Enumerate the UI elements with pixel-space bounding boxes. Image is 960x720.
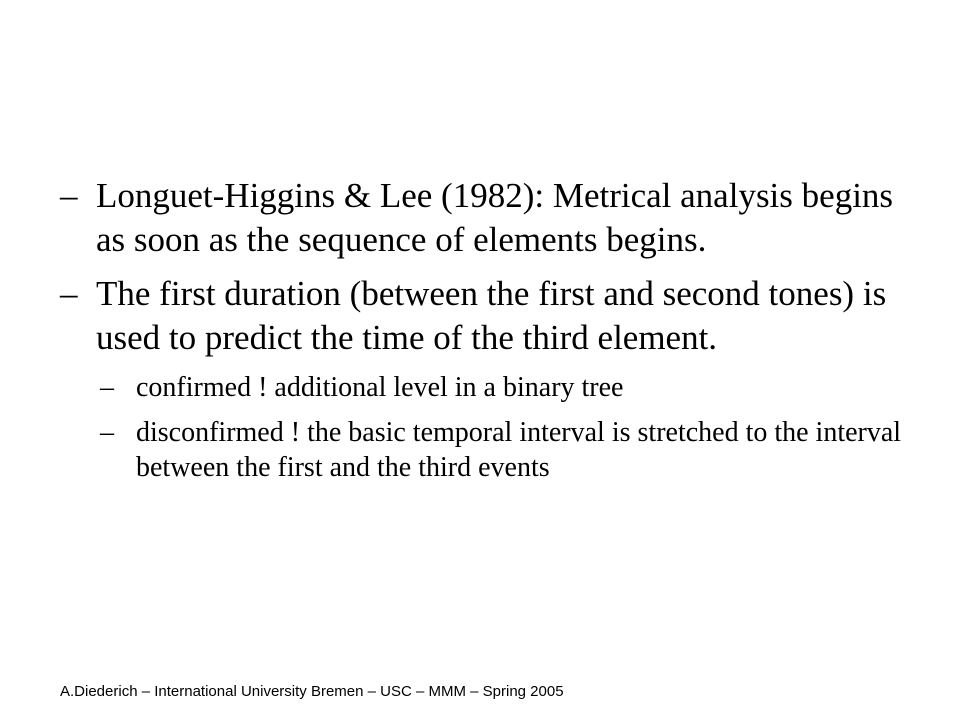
sub-bullet-dash: –	[100, 417, 114, 448]
bullet-text: The first duration (between the first and second tones) is used to predict the time of the third element.	[96, 274, 887, 357]
bullet-text: Longuet-Higgins & Lee (1982): Metrical analysis begins as soon as the sequence of elements begins.	[96, 176, 894, 259]
sub-bullet-item	[100, 370, 920, 405]
sub-bullet-text: disconfirmed ! the basic temporal interval is stretched to the interval between the first and the third events	[136, 417, 902, 483]
sub-bullet-item	[100, 415, 920, 485]
sub-bullet-dash: –	[100, 372, 114, 403]
slide-footer: A.Diederich – International University Bremen – USC – MMM – Spring 2005	[60, 683, 564, 700]
bullet-item	[60, 272, 920, 360]
bullet-dash: –	[60, 274, 78, 313]
sub-bullet-text: confirmed ! additional level in a binary tree	[136, 372, 624, 403]
bullet-item	[60, 174, 920, 262]
bullet-dash: –	[60, 176, 78, 215]
bullet-list	[60, 174, 920, 495]
